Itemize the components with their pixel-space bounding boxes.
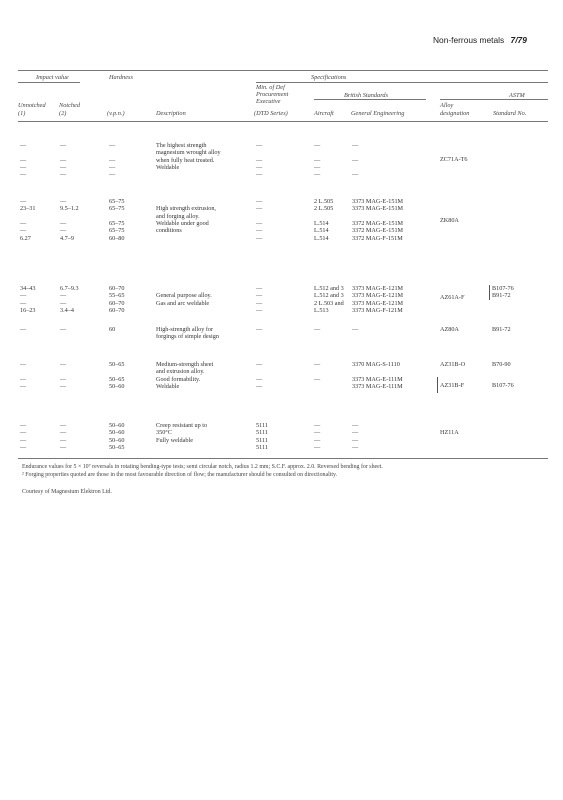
standard-number: B91-72 xyxy=(492,292,511,299)
cell-hardness: 50–60 xyxy=(109,436,125,444)
cell-general: 3370 MAG-S-1110 xyxy=(352,361,400,368)
cell-notched: — xyxy=(60,156,67,164)
cell-aircraft: — xyxy=(314,443,321,451)
cell-desc: when fully heat treated. xyxy=(156,156,215,164)
alloy-designation: HZ11A xyxy=(440,429,459,436)
cell-general: — xyxy=(352,422,359,429)
cell-dtd: — xyxy=(256,219,263,227)
cell-hardness: 60–70 xyxy=(109,285,125,292)
header-min-def-3: Executive xyxy=(256,98,281,105)
running-head xyxy=(433,35,527,45)
cell-aircraft: — xyxy=(314,163,321,171)
cell-aircraft: 2 L.505 xyxy=(314,198,334,205)
cell-aircraft: 2 L.505 xyxy=(314,205,334,213)
header-col2: (2) xyxy=(59,110,67,117)
header-general-engineering: General Engineering xyxy=(351,110,405,117)
cell-aircraft: L.512 and 3 xyxy=(314,285,344,292)
cell-desc: Weldable xyxy=(156,382,180,390)
cell-unnotched: — xyxy=(20,375,27,383)
cell-dtd: — xyxy=(256,292,263,300)
cell-dtd: — xyxy=(256,198,263,205)
alloy-designation: AZ31B-F xyxy=(440,382,465,389)
cell-notched: — xyxy=(60,171,67,179)
standards-brace xyxy=(489,285,490,300)
cell-aircraft: — xyxy=(314,142,321,149)
cell-unnotched: — xyxy=(20,142,27,149)
cell-notched: 3.4–4 xyxy=(60,306,74,314)
table-top-rule xyxy=(18,70,548,71)
header-vpn: (v.p.n.) xyxy=(107,110,125,117)
cell-notched: — xyxy=(60,382,67,390)
cell-dtd: — xyxy=(256,326,263,333)
cell-aircraft: L.512 and 3 xyxy=(314,292,344,300)
cell-notched: 6.7–9.3 xyxy=(60,285,79,292)
cell-unnotched: — xyxy=(20,422,27,429)
cell-desc: Creep resistant up to xyxy=(156,422,208,429)
cell-dtd: — xyxy=(256,156,263,164)
astm-underline xyxy=(440,99,548,100)
alloy-designation: AZ31B-O xyxy=(440,361,466,368)
alloy-brace xyxy=(437,377,438,393)
standard-number: B107-76 xyxy=(492,285,514,292)
header-min-def-4: (DTD Series) xyxy=(254,110,288,117)
cell-hardness: 50–65 xyxy=(109,443,125,451)
cell-aircraft: — xyxy=(314,422,321,429)
header-unnotched: Unnotched xyxy=(18,102,46,109)
cell-desc: Good formability. xyxy=(156,375,201,383)
cell-unnotched: — xyxy=(20,382,27,390)
header-impact-value: Impact value xyxy=(36,74,69,81)
cell-dtd: 5111 xyxy=(256,436,268,444)
impact-underline xyxy=(18,82,80,83)
cell-unnotched: — xyxy=(20,361,27,368)
cell-dtd: 5111 xyxy=(256,429,268,437)
cell-dtd: — xyxy=(256,382,263,390)
cell-general: — xyxy=(352,436,359,444)
alloy-designation: AZ61A-F xyxy=(440,294,465,301)
cell-aircraft: L.514 xyxy=(314,227,329,235)
running-head-title: Non-ferrous metals xyxy=(433,35,505,45)
cell-desc: 350°C xyxy=(156,429,172,437)
standard-number: B91-72 xyxy=(492,326,511,333)
cell-notched: — xyxy=(60,292,67,300)
cell-notched: — xyxy=(60,436,67,444)
header-col1: (1) xyxy=(18,110,26,117)
cell-general: 3372 MAG-E-151M xyxy=(352,219,404,227)
cell-dtd: — xyxy=(256,227,263,235)
header-standard-no: Standard No. xyxy=(493,110,527,117)
cell-aircraft: — xyxy=(314,436,321,444)
cell-hardness: 55–65 xyxy=(109,292,125,300)
cell-dtd: — xyxy=(256,171,263,179)
cell-aircraft: — xyxy=(314,429,321,437)
cell-notched: — xyxy=(60,422,67,429)
cell-unnotched: 23–31 xyxy=(20,205,36,213)
cell-dtd: 5111 xyxy=(256,443,268,451)
cell-desc: General purpose alloy. xyxy=(156,292,212,300)
header-hardness: Hardness xyxy=(109,74,133,81)
cell-desc: Medium-strength sheet xyxy=(156,361,214,368)
cell-hardness: 50–65 xyxy=(109,361,125,368)
cell-hardness: 65–75 xyxy=(109,198,125,205)
cell-unnotched: — xyxy=(20,443,27,451)
footnote-endurance: Endurance values for 5 × 10⁷ reversals in rotating bending-type tests; semi circular notch, radius 1.2 mm; S.C.F. approx. 2.0. Reversed bending for sheet. xyxy=(22,464,383,470)
cell-notched: — xyxy=(60,443,67,451)
cell-hardness: — xyxy=(109,142,116,149)
cell-aircraft: — xyxy=(314,326,321,333)
cell-unnotched: — xyxy=(20,156,27,164)
cell-notched: 9.5–1.2 xyxy=(60,205,79,213)
cell-dtd: — xyxy=(256,299,263,307)
header-description: Description xyxy=(156,110,186,117)
cell-dtd: — xyxy=(256,306,263,314)
header-specifications: Specifications xyxy=(311,74,347,81)
cell-aircraft: L.513 xyxy=(314,306,329,314)
cell-notched: — xyxy=(60,198,67,205)
cell-general: — xyxy=(352,142,359,149)
cell-unnotched: 6.27 xyxy=(20,234,31,242)
footnote-forging: ² Forging properties quoted are those in the most favourable direction of flow; the manufacturer should be consulted on directionality. xyxy=(22,472,338,478)
cell-dtd: — xyxy=(256,375,263,383)
cell-general: 3373 MAG-E-151M xyxy=(352,205,404,213)
cell-general: 3372 MAG-E-151M xyxy=(352,227,404,235)
cell-general: 3373 MAG-E-111M xyxy=(352,375,403,383)
cell-hardness: 60 xyxy=(109,326,116,333)
cell-hardness: — xyxy=(109,156,116,164)
cell-hardness: 65–75 xyxy=(109,219,125,227)
cell-desc: Weldable xyxy=(156,163,180,171)
cell-dtd: 5111 xyxy=(256,422,268,429)
cell-aircraft: — xyxy=(314,361,321,368)
cell-unnotched: — xyxy=(20,326,27,333)
cell-notched: 4.7–9 xyxy=(60,234,74,242)
cell-unnotched: — xyxy=(20,299,27,307)
cell-desc: and forging alloy. xyxy=(156,212,200,220)
cell-aircraft: — xyxy=(314,375,321,383)
cell-hardness: 60–70 xyxy=(109,299,125,307)
cell-dtd: — xyxy=(256,142,263,149)
cell-hardness: 65–75 xyxy=(109,205,125,213)
courtesy-line: Courtesy of Magnesium Elektron Ltd. xyxy=(22,489,112,495)
cell-dtd: — xyxy=(256,205,263,213)
cell-general: 3373 MAG-E-121M xyxy=(352,299,404,307)
table-bottom-rule xyxy=(18,458,548,459)
cell-desc: conditions xyxy=(156,227,182,235)
cell-unnotched: — xyxy=(20,292,27,300)
cell-aircraft: 2 L.503 and xyxy=(314,299,344,307)
cell-unnotched: — xyxy=(20,436,27,444)
cell-desc: High-strength alloy for xyxy=(156,326,214,333)
cell-hardness: 50–60 xyxy=(109,422,125,429)
cell-hardness: — xyxy=(109,171,116,179)
cell-unnotched: — xyxy=(20,429,27,437)
cell-desc: High strength extrusion, xyxy=(156,205,216,213)
header-notched: Notched xyxy=(59,102,80,109)
cell-notched: — xyxy=(60,299,67,307)
cell-desc: Weldable under good xyxy=(156,219,209,227)
cell-unnotched: — xyxy=(20,227,27,235)
cell-desc: magnesium wrought alloy xyxy=(156,149,221,157)
cell-aircraft: L.514 xyxy=(314,219,329,227)
cell-aircraft: — xyxy=(314,171,321,179)
cell-general: 3373 MAG-E-121M xyxy=(352,292,404,300)
cell-general: — xyxy=(352,429,359,437)
cell-unnotched: — xyxy=(20,219,27,227)
cell-hardness: 65–75 xyxy=(109,227,125,235)
cell-unnotched: — xyxy=(20,171,27,179)
cell-desc: forgings of simple design xyxy=(156,333,219,341)
cell-general: 3373 MAG-E-121M xyxy=(352,285,404,292)
cell-unnotched: — xyxy=(20,198,27,205)
header-min-def-1: Min. of Def xyxy=(256,84,285,91)
cell-dtd: — xyxy=(256,234,263,242)
cell-unnotched: 16–23 xyxy=(20,306,36,314)
cell-hardness: — xyxy=(109,163,116,171)
cell-unnotched: 34–43 xyxy=(20,285,36,292)
cell-hardness: 50–60 xyxy=(109,429,125,437)
header-alloy: Alloy xyxy=(440,102,454,109)
cell-desc: Gas and arc weldable xyxy=(156,299,210,307)
standard-number: B107-76 xyxy=(492,382,514,389)
cell-notched: — xyxy=(60,227,67,235)
cell-notched: — xyxy=(60,219,67,227)
cell-desc: The highest strength xyxy=(156,142,207,149)
cell-unnotched: — xyxy=(20,163,27,171)
page-number: 7/79 xyxy=(510,35,527,45)
alloy-designation: AZ80A xyxy=(440,326,459,333)
alloy-designation: ZK80A xyxy=(440,217,459,224)
header-astm: ASTM xyxy=(509,92,525,99)
header-bottom-rule xyxy=(18,121,548,122)
cell-notched: — xyxy=(60,326,67,333)
cell-desc: Fully weldable xyxy=(156,436,193,444)
cell-general: — xyxy=(352,171,359,179)
cell-general: 3373 MAG-E-151M xyxy=(352,198,404,205)
header-british-standards: British Standards xyxy=(344,92,389,99)
header-min-def-2: Procurement xyxy=(256,91,289,98)
cell-notched: — xyxy=(60,163,67,171)
specifications-underline xyxy=(256,82,548,83)
cell-aircraft: — xyxy=(314,156,321,164)
cell-general: 3372 MAG-F-151M xyxy=(352,234,403,242)
british-underline xyxy=(314,99,426,100)
cell-general: — xyxy=(352,443,359,451)
standard-number: B70-90 xyxy=(492,361,511,368)
cell-general: 3373 MAG-F-121M xyxy=(352,306,403,314)
cell-general: — xyxy=(352,156,359,164)
cell-general: 3373 MAG-E-111M xyxy=(352,382,403,390)
cell-hardness: 60–70 xyxy=(109,306,125,314)
cell-aircraft: L.514 xyxy=(314,234,329,242)
cell-dtd: — xyxy=(256,163,263,171)
cell-notched: — xyxy=(60,375,67,383)
cell-hardness: 60–80 xyxy=(109,234,125,242)
cell-general: — xyxy=(352,326,359,333)
cell-desc: and extrusion alloy. xyxy=(156,368,205,376)
cell-dtd: — xyxy=(256,361,263,368)
cell-hardness: 50–65 xyxy=(109,375,125,383)
header-designation: designation xyxy=(440,110,470,117)
cell-notched: — xyxy=(60,361,67,368)
cell-hardness: 50–60 xyxy=(109,382,125,390)
cell-dtd: — xyxy=(256,285,263,292)
cell-notched: — xyxy=(60,429,67,437)
alloy-designation: ZC71A-T6 xyxy=(440,156,468,163)
header-aircraft: Aircraft xyxy=(314,110,334,117)
cell-notched: — xyxy=(60,142,67,149)
